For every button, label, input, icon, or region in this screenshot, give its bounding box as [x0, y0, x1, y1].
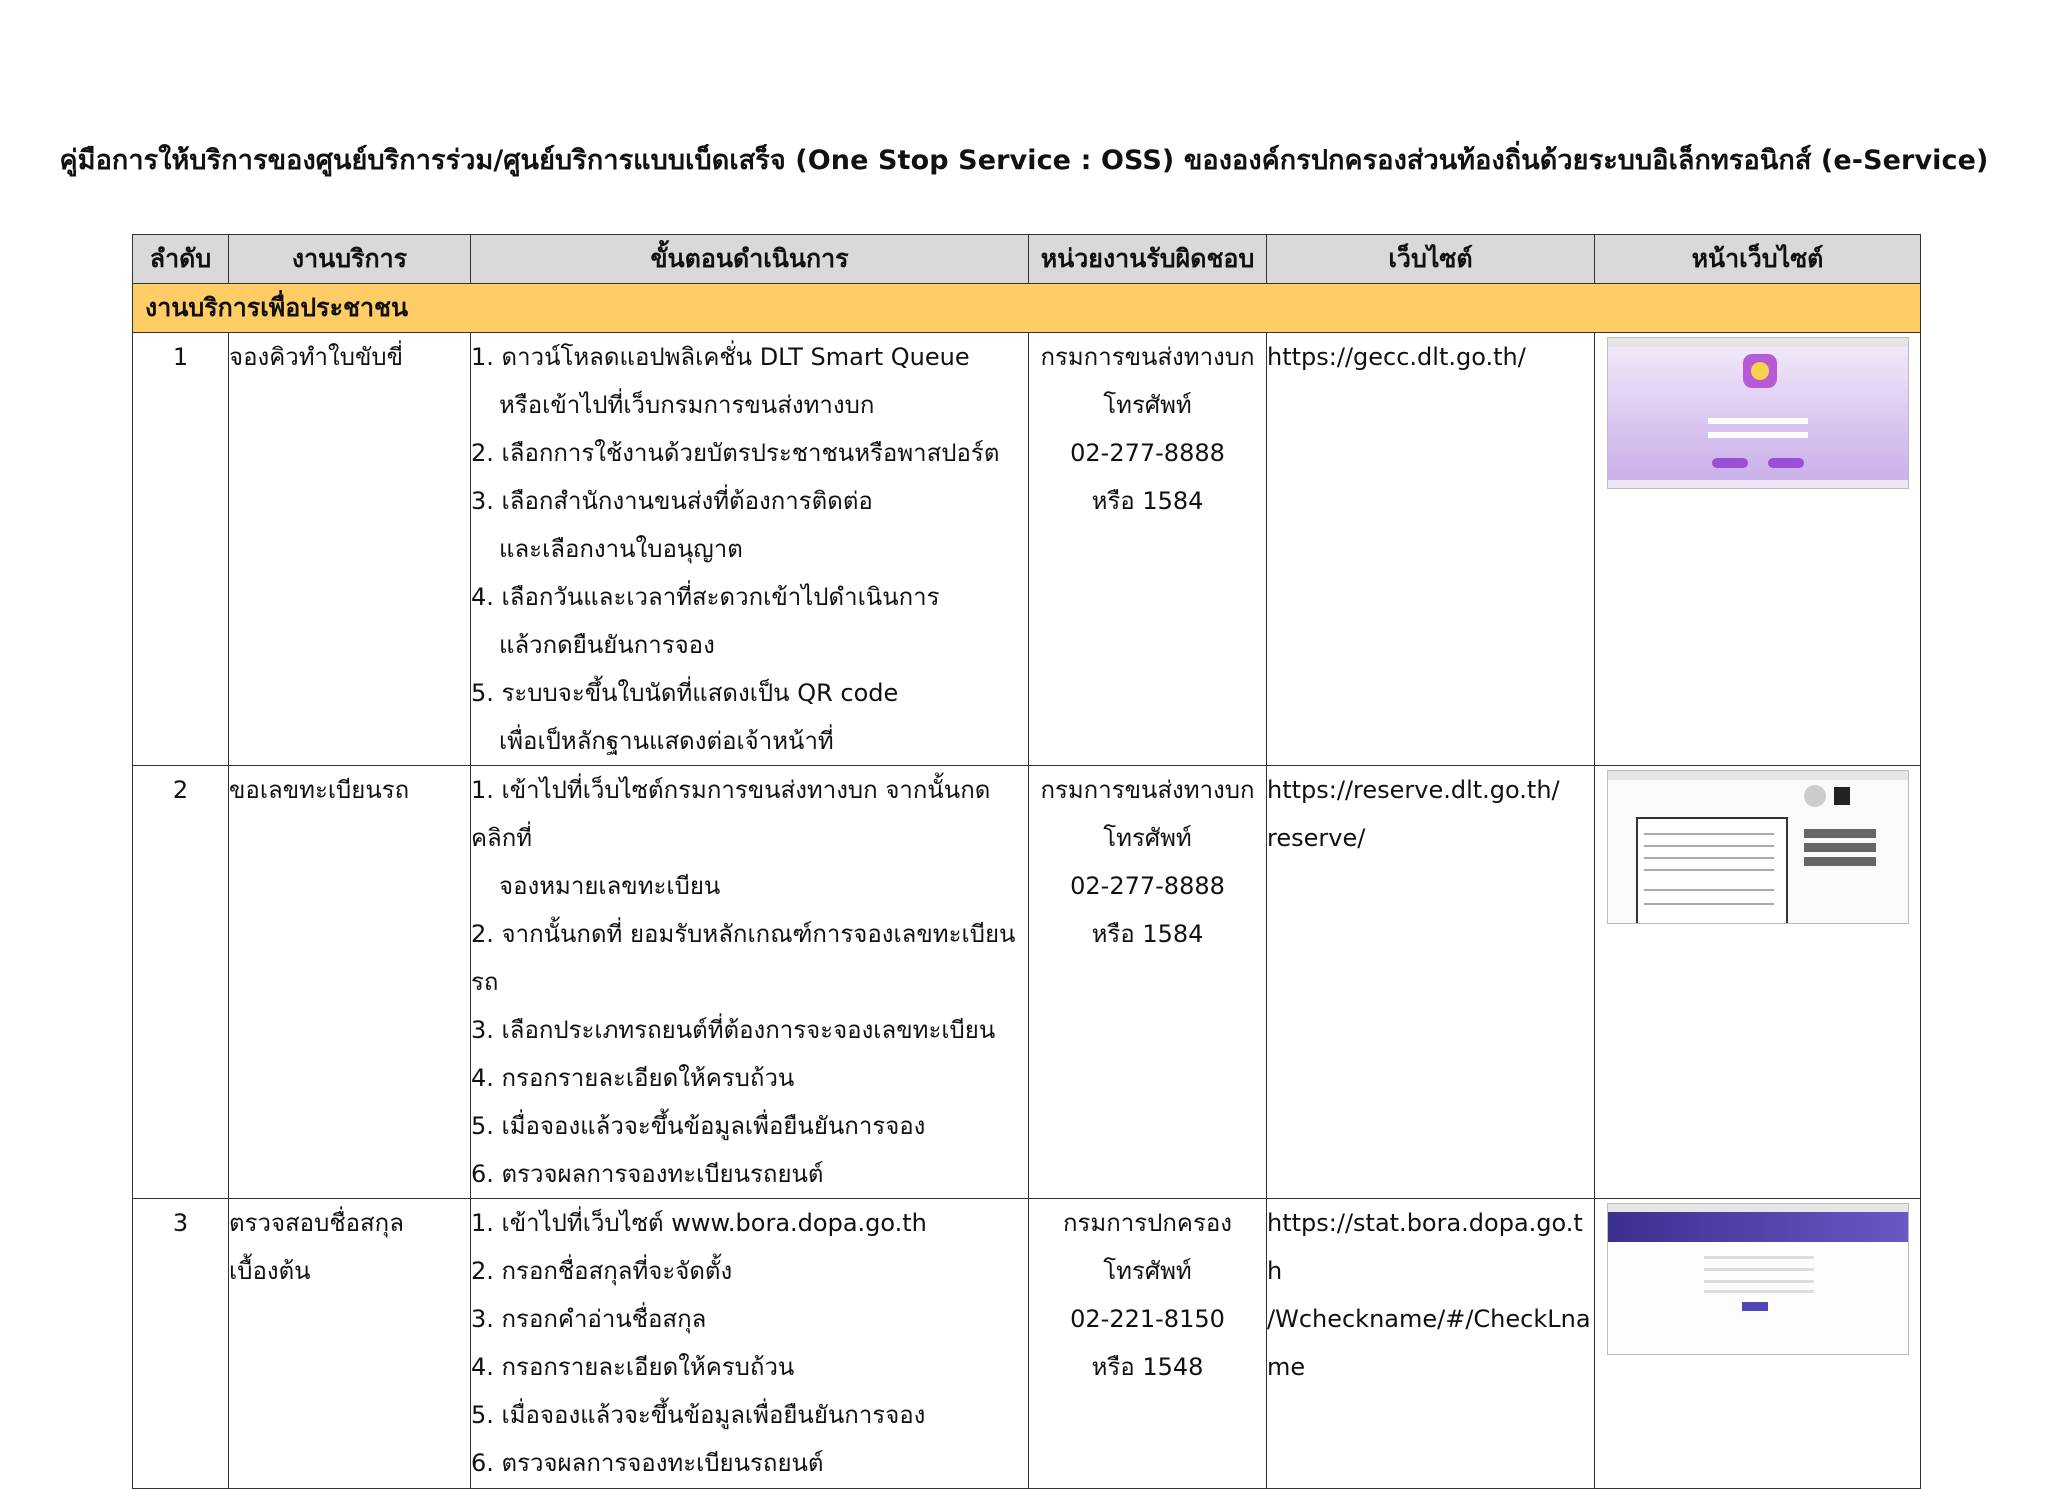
- section-row: [133, 284, 1921, 333]
- logo-shape: [1834, 787, 1850, 805]
- app-logo-dot-icon: [1751, 362, 1769, 380]
- table-line-shape: [1644, 845, 1774, 847]
- step-line: 1. เข้าไปที่เว็บไซต์กรมการขนส่งทางบก จากนั้นกดคลิกที่: [471, 776, 991, 852]
- form-line-shape: [1704, 1290, 1814, 1293]
- step-line: 3. เลือกประเภทรถยนต์ที่ต้องการจะจองเลขทะเบียน: [471, 1016, 996, 1044]
- service-table: [132, 234, 1921, 1489]
- step-line: 4. กรอกรายละเอียดให้ครบถ้วน: [471, 1353, 795, 1381]
- service-line: จองคิวทำใบขับขี่: [229, 343, 404, 371]
- step: [471, 1150, 1028, 1198]
- step-line: 5. ระบบจะขึ้นใบนัดที่แสดงเป็น QR code: [471, 679, 899, 707]
- service-line: ตรวจสอบชื่อสกุล: [229, 1209, 404, 1237]
- agency-hotline: หรือ 1584: [1091, 920, 1204, 948]
- row-website[interactable]: [1267, 333, 1595, 766]
- step: [471, 910, 1028, 1006]
- header-agency: หน่วยงานรับผิดชอบ: [1029, 235, 1267, 284]
- agency-phone: 02-277-8888: [1070, 439, 1225, 467]
- step: [471, 1199, 1028, 1247]
- website-link[interactable]: https://gecc.dlt.go.th/: [1267, 343, 1526, 371]
- agency-name: กรมการขนส่งทางบก: [1040, 343, 1255, 371]
- row-service: [229, 766, 471, 1199]
- dlt-smart-queue-screenshot: [1607, 337, 1909, 489]
- dlt-reserve-screenshot: [1607, 770, 1909, 924]
- step: [471, 1391, 1028, 1439]
- step-line: และเลือกงานใบอนุญาต: [499, 535, 743, 563]
- row-screenshot: [1595, 1199, 1921, 1489]
- header-steps: ขั้นตอนดำเนินการ: [471, 235, 1029, 284]
- step-line: 4. กรอกรายละเอียดให้ครบถ้วน: [471, 1064, 795, 1092]
- button-shape: [1768, 458, 1804, 468]
- row-steps: [471, 766, 1029, 1199]
- button-shape: [1712, 458, 1748, 468]
- step-line: 6. ตรวจผลการจองทะเบียนรถยนต์: [471, 1449, 824, 1477]
- agency-hotline: หรือ 1548: [1091, 1353, 1204, 1381]
- step: [471, 1295, 1028, 1343]
- section-title: งานบริการเพื่อประชาชน: [133, 284, 1921, 333]
- menu-shape: [1804, 857, 1876, 866]
- step-line: 1. ดาวน์โหลดแอปพลิเคชั่น DLT Smart Queue: [471, 343, 970, 371]
- row-agency: [1029, 766, 1267, 1199]
- header-webpage: หน้าเว็บไซต์: [1595, 235, 1921, 284]
- table-row: [133, 766, 1921, 1199]
- browser-bar-shape: [1608, 1204, 1908, 1212]
- step: [471, 1247, 1028, 1295]
- website-link-cont[interactable]: reserve/: [1267, 824, 1366, 852]
- service-line: เบื้องต้น: [229, 1257, 311, 1285]
- bora-checkname-screenshot: [1607, 1203, 1909, 1355]
- service-line: ขอเลขทะเบียนรถ: [229, 776, 410, 804]
- header-service: งานบริการ: [229, 235, 471, 284]
- step-line: เพื่อเป็หลักฐานแสดงต่อเจ้าหน้าที่: [499, 727, 834, 755]
- header-banner-shape: [1608, 1212, 1908, 1242]
- step: [471, 766, 1028, 910]
- step: [471, 1343, 1028, 1391]
- row-service: [229, 333, 471, 766]
- input-shape: [1708, 432, 1808, 438]
- table-line-shape: [1644, 833, 1774, 835]
- step: [471, 1006, 1028, 1054]
- row-agency: [1029, 333, 1267, 766]
- step-line: 2. เลือกการใช้งานด้วยบัตรประชาชนหรือพาสปอร์ต: [471, 439, 1000, 467]
- agency-phone-label: โทรศัพท์: [1103, 1257, 1192, 1285]
- step: [471, 1054, 1028, 1102]
- table-line-shape: [1644, 889, 1774, 891]
- row-agency: [1029, 1199, 1267, 1489]
- step-line: 4. เลือกวันและเวลาที่สะดวกเข้าไปดำเนินการ: [471, 583, 940, 611]
- step-line: 2. กรอกชื่อสกุลที่จะจัดตั้ง: [471, 1257, 733, 1285]
- header-no: ลำดับ: [133, 235, 229, 284]
- row-no: 1: [133, 333, 229, 766]
- form-line-shape: [1704, 1280, 1814, 1283]
- agency-phone: 02-221-8150: [1070, 1305, 1225, 1333]
- website-link[interactable]: https://reserve.dlt.go.th/: [1267, 776, 1560, 804]
- step-line: 2. จากนั้นกดที่ ยอมรับหลักเกณฑ์การจองเลขทะเบียนรถ: [471, 920, 1016, 996]
- button-shape: [1742, 1302, 1768, 1311]
- step-line: 6. ตรวจผลการจองทะเบียนรถยนต์: [471, 1160, 824, 1188]
- agency-name: กรมการปกครอง: [1063, 1209, 1232, 1237]
- table-line-shape: [1644, 903, 1774, 905]
- row-no: 2: [133, 766, 229, 1199]
- step: [471, 573, 1028, 669]
- table-header-row: [133, 235, 1921, 284]
- browser-bar-shape: [1608, 771, 1908, 780]
- avatar-shape: [1804, 785, 1826, 807]
- step-line: 3. เลือกสำนักงานขนส่งที่ต้องการติดต่อ: [471, 487, 873, 515]
- row-steps: [471, 333, 1029, 766]
- header-website: เว็บไซต์: [1267, 235, 1595, 284]
- menu-shape: [1804, 829, 1876, 838]
- row-website[interactable]: [1267, 1199, 1595, 1489]
- table-line-shape: [1644, 857, 1774, 859]
- document-title: คู่มือการให้บริการของศูนย์บริการร่วม/ศูนย์บริการแบบเบ็ดเสร็จ (One Stop Service : OSS) ขององค์กรปกครองส่วนท้องถิ่นด้วยระบบอิเล็กทรอนิกส์ (e-Service): [59, 145, 1989, 176]
- agency-phone: 02-277-8888: [1070, 872, 1225, 900]
- step: [471, 333, 1028, 429]
- step-line: 5. เมื่อจองแล้วจะขึ้นข้อมูลเพื่อยืนยันการจอง: [471, 1401, 926, 1429]
- step-line: หรือเข้าไปที่เว็บกรมการขนส่งทางบก: [499, 391, 875, 419]
- footer-shape: [1608, 480, 1908, 488]
- step: [471, 1439, 1028, 1487]
- row-no: 3: [133, 1199, 229, 1489]
- input-shape: [1708, 418, 1808, 424]
- step: [471, 429, 1028, 477]
- row-screenshot: [1595, 333, 1921, 766]
- agency-name: กรมการขนส่งทางบก: [1040, 776, 1255, 804]
- table-line-shape: [1644, 869, 1774, 871]
- table-row: [133, 1199, 1921, 1489]
- step-line: จองหมายเลขทะเบียน: [499, 872, 721, 900]
- step-line: 1. เข้าไปที่เว็บไซต์ www.bora.dopa.go.th: [471, 1209, 927, 1237]
- row-website[interactable]: [1267, 766, 1595, 1199]
- step-line: แล้วกดยืนยันการจอง: [499, 631, 715, 659]
- row-steps: [471, 1199, 1029, 1489]
- step-line: 3. กรอกคำอ่านชื่อสกุล: [471, 1305, 707, 1333]
- website-link[interactable]: https://stat.bora.dopa.go.th: [1267, 1209, 1583, 1285]
- step: [471, 477, 1028, 573]
- step-line: 5. เมื่อจองแล้วจะขึ้นข้อมูลเพื่อยืนยันการจอง: [471, 1112, 926, 1140]
- browser-bar-shape: [1608, 338, 1908, 347]
- table-row: [133, 333, 1921, 766]
- agency-phone-label: โทรศัพท์: [1103, 391, 1192, 419]
- agency-hotline: หรือ 1584: [1091, 487, 1204, 515]
- website-link-cont[interactable]: /Wcheckname/#/CheckLname: [1267, 1305, 1591, 1381]
- menu-shape: [1804, 843, 1876, 852]
- row-service: [229, 1199, 471, 1489]
- form-line-shape: [1704, 1268, 1814, 1271]
- step: [471, 1102, 1028, 1150]
- form-line-shape: [1704, 1256, 1814, 1259]
- row-screenshot: [1595, 766, 1921, 1199]
- agency-phone-label: โทรศัพท์: [1103, 824, 1192, 852]
- step: [471, 669, 1028, 765]
